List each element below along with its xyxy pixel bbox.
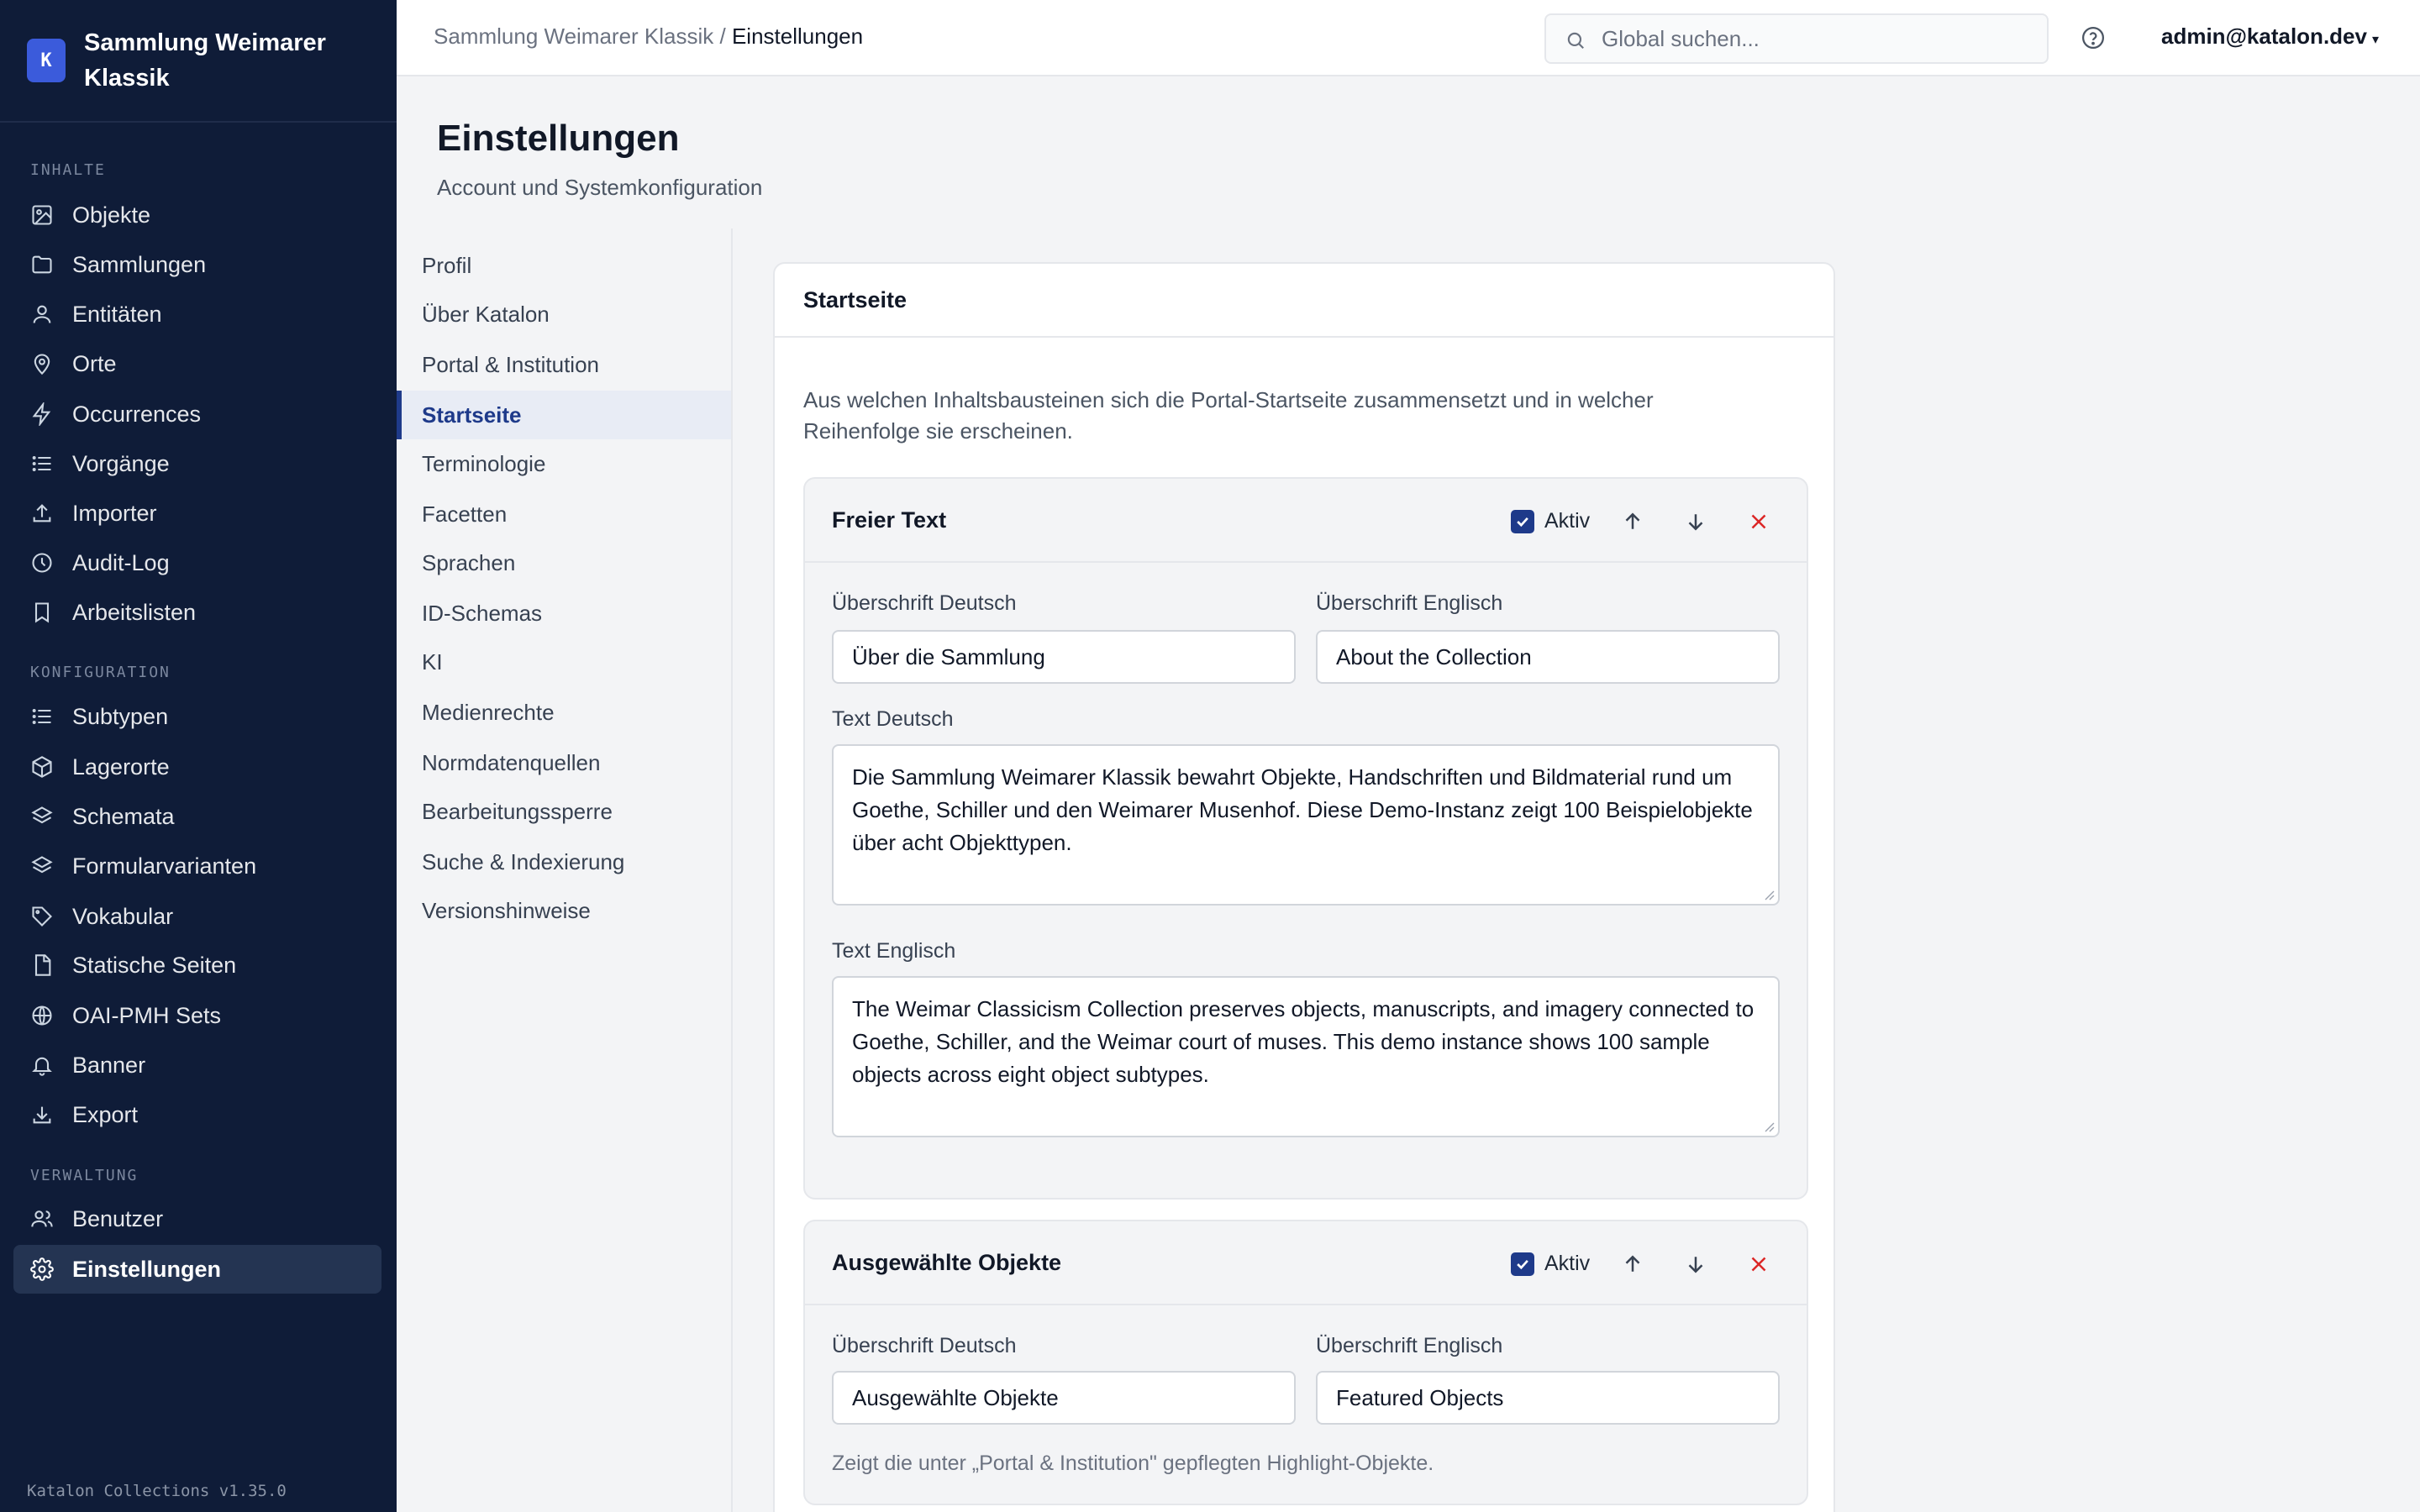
subnav-item-medienrechte[interactable]: Medienrechte xyxy=(422,699,555,725)
sidebar-item-oai-pmh-sets[interactable] xyxy=(13,991,381,1040)
brand-logo: K xyxy=(27,39,66,82)
resize-handle-icon[interactable] xyxy=(1763,889,1775,900)
bookmark-icon xyxy=(30,601,54,624)
content-block-freier-text xyxy=(803,477,1808,1200)
block-note: Zeigt die unter „Portal & Institution" gepflegten Highlight-Objekte. xyxy=(832,1452,1434,1475)
sidebar-item-export[interactable] xyxy=(13,1090,381,1139)
app-version: Katalon Collections v1.35.0 xyxy=(27,1482,287,1500)
sidebar-item-label: Sammlungen xyxy=(72,251,207,277)
text-en-label: Text Englisch xyxy=(832,939,956,963)
sidebar-item-formularvarianten[interactable] xyxy=(13,842,381,890)
text-de-label: Text Deutsch xyxy=(832,707,954,731)
list-icon xyxy=(30,452,54,475)
box-icon xyxy=(30,755,54,779)
sidebar-item-objekte[interactable] xyxy=(13,191,381,239)
user-icon xyxy=(30,302,54,326)
clock-icon xyxy=(30,551,54,575)
sidebar-item-sammlungen[interactable] xyxy=(13,240,381,289)
layers-icon xyxy=(30,805,54,828)
map-pin-icon xyxy=(30,352,54,375)
active-label: Aktiv xyxy=(1544,509,1591,533)
sidebar-item-label: Banner xyxy=(72,1052,146,1078)
check-icon xyxy=(1514,1256,1531,1273)
page-subtitle: Account und Systemkonfiguration xyxy=(437,175,763,200)
text-en-textarea[interactable] xyxy=(832,976,1780,1137)
block-title: Ausgewählte Objekte xyxy=(832,1250,1062,1275)
check-icon xyxy=(1514,513,1531,530)
sidebar-item-orte[interactable] xyxy=(13,339,381,388)
block-header xyxy=(805,1221,1807,1305)
close-icon[interactable] xyxy=(1746,509,1771,534)
sidebar-item-label: Audit-Log xyxy=(72,549,170,575)
subnav-item-normdatenquellen[interactable]: Normdatenquellen xyxy=(422,749,601,775)
sidebar xyxy=(0,0,397,1512)
user-email: admin@katalon.dev xyxy=(2161,24,2367,49)
breadcrumb xyxy=(434,24,863,50)
sidebar-item-banner[interactable] xyxy=(13,1041,381,1089)
subnav-item-sprachen[interactable]: Sprachen xyxy=(422,549,516,575)
sidebar-item-arbeitslisten[interactable] xyxy=(13,588,381,637)
heading-en-label: Überschrift Englisch xyxy=(1316,1334,1503,1357)
arrow-up-icon[interactable] xyxy=(1620,1252,1645,1277)
upload-icon xyxy=(30,501,54,525)
sidebar-item-label: OAI-PMH Sets xyxy=(72,1002,222,1028)
subnav-item-suche-indexierung[interactable]: Suche & Indexierung xyxy=(422,848,625,874)
sidebar-item-entitaeten[interactable] xyxy=(13,290,381,339)
arrow-up-icon[interactable] xyxy=(1620,509,1645,534)
sidebar-item-vokabular[interactable] xyxy=(13,892,381,941)
global-search[interactable] xyxy=(1544,13,2049,64)
active-checkbox[interactable] xyxy=(1511,1252,1534,1276)
sidebar-item-importer[interactable] xyxy=(13,489,381,538)
heading-en-input[interactable]: Featured Objects xyxy=(1316,1371,1780,1425)
block-title: Freier Text xyxy=(832,507,947,533)
section-label-verwaltung: VERWALTUNG xyxy=(30,1167,139,1184)
subnav-item-versionshinweise[interactable]: Versionshinweise xyxy=(422,897,591,923)
content-block-ausgewaehlte-objekte xyxy=(803,1220,1808,1505)
subnav-item-startseite[interactable]: Startseite xyxy=(397,391,731,439)
sidebar-item-label: Entitäten xyxy=(72,301,162,327)
user-menu[interactable] xyxy=(2161,24,2379,50)
breadcrumb-parent[interactable]: Sammlung Weimarer Klassik / xyxy=(434,24,726,49)
topbar xyxy=(397,0,2420,76)
sidebar-item-label: Orte xyxy=(72,350,117,376)
download-icon xyxy=(30,1103,54,1126)
file-icon xyxy=(30,953,54,977)
sidebar-item-label: Formularvarianten xyxy=(72,853,257,879)
sidebar-item-label: Einstellungen xyxy=(72,1256,222,1282)
sidebar-item-label: Occurrences xyxy=(72,401,202,427)
heading-en-input[interactable]: About the Collection xyxy=(1316,630,1780,684)
chevron-down-icon: ▾ xyxy=(2371,33,2379,47)
subnav-item-profil[interactable]: Profil xyxy=(422,252,472,278)
active-toggle[interactable] xyxy=(1511,1252,1590,1276)
list-icon xyxy=(30,705,54,728)
startseite-card xyxy=(773,262,1835,1512)
sidebar-item-statische-seiten[interactable] xyxy=(13,941,381,990)
bell-icon xyxy=(30,1053,54,1077)
subnav-item-portal-institution[interactable]: Portal & Institution xyxy=(422,351,599,377)
heading-de-input[interactable]: Über die Sammlung xyxy=(832,630,1296,684)
folder-icon xyxy=(30,253,54,276)
tag-icon xyxy=(30,905,54,928)
sidebar-item-label: Subtypen xyxy=(72,703,169,729)
sidebar-item-schemata[interactable] xyxy=(13,792,381,841)
sidebar-item-label: Export xyxy=(72,1101,139,1127)
help-icon[interactable] xyxy=(2081,25,2106,50)
card-title: Startseite xyxy=(775,264,1833,338)
subnav-item-terminologie[interactable]: Terminologie xyxy=(422,450,546,476)
globe-icon xyxy=(30,1004,54,1027)
heading-de-label: Überschrift Deutsch xyxy=(832,1334,1017,1357)
sidebar-item-label: Schemata xyxy=(72,803,175,829)
settings-subnav xyxy=(397,228,733,1512)
subnav-item-ueber-katalon[interactable]: Über Katalon xyxy=(422,301,550,327)
active-checkbox[interactable] xyxy=(1511,510,1534,533)
section-label-inhalte: INHALTE xyxy=(30,161,106,179)
sidebar-item-subtypen[interactable] xyxy=(13,692,381,741)
sidebar-item-label: Importer xyxy=(72,500,157,526)
search-input[interactable] xyxy=(1602,24,2039,54)
sidebar-item-occurrences[interactable] xyxy=(13,390,381,438)
sidebar-item-label: Benutzer xyxy=(72,1205,164,1231)
heading-de-input[interactable]: Ausgewählte Objekte xyxy=(832,1371,1296,1425)
brand-name: Sammlung Weimarer Klassik xyxy=(84,29,326,92)
breadcrumb-current: Einstellungen xyxy=(731,24,864,49)
lightning-icon xyxy=(30,402,54,426)
arrow-down-icon[interactable] xyxy=(1683,1252,1708,1277)
sidebar-item-audit-log[interactable] xyxy=(13,538,381,587)
sidebar-item-lagerorte[interactable] xyxy=(13,743,381,791)
card-description: Aus welchen Inhaltsbausteinen sich die Portal-Startseite zusammensetzt und in welcher Reihenfolge sie erscheinen. xyxy=(803,387,1654,444)
block-header xyxy=(805,479,1807,563)
brand[interactable] xyxy=(0,0,397,123)
sidebar-item-vorgaenge[interactable] xyxy=(13,439,381,488)
active-toggle[interactable] xyxy=(1511,509,1590,533)
section-label-konfiguration: KONFIGURATION xyxy=(30,664,171,681)
heading-de-label: Überschrift Deutsch xyxy=(832,591,1017,615)
sidebar-item-label: Vorgänge xyxy=(72,450,170,476)
sidebar-item-label: Vokabular xyxy=(72,903,174,929)
text-en-value: The Weimar Classicism Collection preserves objects, manuscripts, and imagery connected to Goethe, Schiller, and the Weimar court of muses. This demo instance shows 100 sample objects across eight object subtypes. xyxy=(852,996,1754,1087)
subnav-item-bearbeitungssperre[interactable]: Bearbeitungssperre xyxy=(422,798,613,824)
arrow-down-icon[interactable] xyxy=(1683,509,1708,534)
sidebar-item-label: Arbeitslisten xyxy=(72,599,197,625)
sidebar-item-label: Lagerorte xyxy=(72,753,170,780)
text-de-value: Die Sammlung Weimarer Klassik bewahrt Objekte, Handschriften und Bildmaterial rund um Goethe, Schiller und den Weimarer Musenhof. Diese Demo-Instanz zeigt 100 Beispielobjekte über acht Objekttypen. xyxy=(852,764,1753,855)
text-de-textarea[interactable] xyxy=(832,744,1780,906)
sidebar-item-benutzer[interactable] xyxy=(13,1194,381,1243)
subnav-item-facetten[interactable]: Facetten xyxy=(422,501,508,527)
subnav-item-ki[interactable]: KI xyxy=(422,648,443,675)
sidebar-item-einstellungen[interactable] xyxy=(13,1245,381,1294)
users-icon xyxy=(30,1207,54,1231)
image-icon xyxy=(30,203,54,227)
resize-handle-icon[interactable] xyxy=(1763,1121,1775,1132)
active-label: Aktiv xyxy=(1544,1252,1591,1275)
subnav-item-id-schemas[interactable]: ID-Schemas xyxy=(422,600,543,626)
heading-en-label: Überschrift Englisch xyxy=(1316,591,1503,615)
close-icon[interactable] xyxy=(1746,1252,1771,1277)
layers-icon xyxy=(30,854,54,878)
sidebar-item-label: Statische Seiten xyxy=(72,952,237,978)
search-icon xyxy=(1565,29,1586,51)
page-title: Einstellungen xyxy=(437,118,680,159)
gear-icon xyxy=(30,1257,54,1281)
sidebar-item-label: Objekte xyxy=(72,202,151,228)
